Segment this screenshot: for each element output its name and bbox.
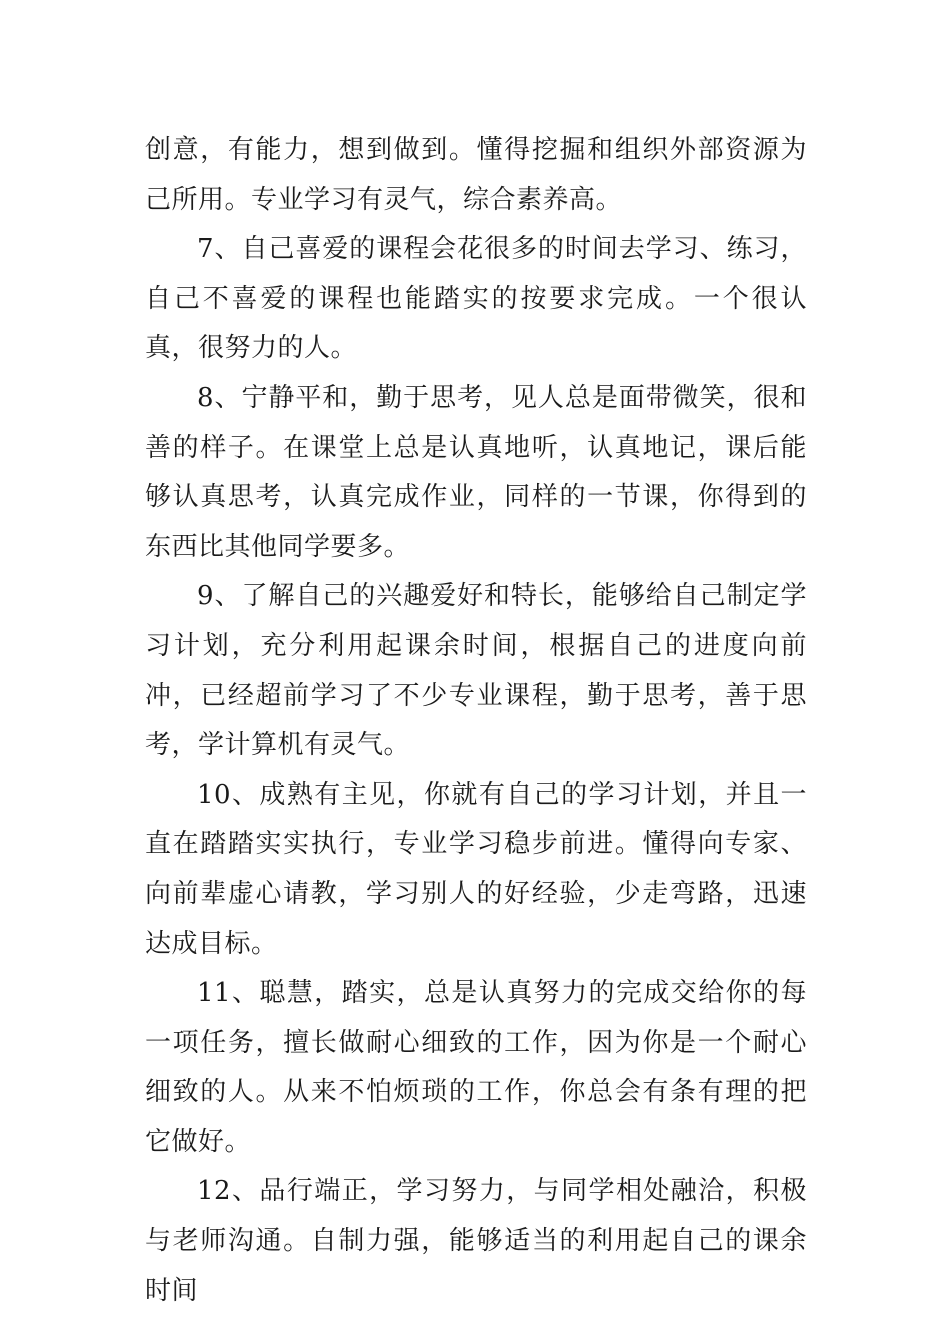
paragraph-item-11: 11、聪慧，踏实，总是认真努力的完成交给你的每一项任务，擅长做耐心细致的工作，因为你是一个耐心细致的人。从来不怕烦琐的工作，你总会有条有理的把它做好。 — [145, 978, 807, 1157]
paragraph-item-9: 9、了解自己的兴趣爱好和特长，能够给自己制定学习计划，充分利用起课余时间，根据自己的进度向前冲，已经超前学习了不少专业课程，勤于思考，善于思考，学计算机有灵气。 — [145, 581, 807, 761]
paragraph-item-10: 10、成熟有主见，你就有自己的学习计划，并且一直在踏踏实实执行，专业学习稳步前进。懂得向专家、向前辈虚心请教，学习别人的好经验，少走弯路，迅速达成目标。 — [145, 779, 807, 959]
document-body — [145, 126, 807, 1316]
paragraph-item-7: 7、自己喜爱的课程会花很多的时间去学习、练习，自己不喜爱的课程也能踏实的按要求完成。一个很认真，很努力的人。 — [145, 234, 807, 364]
paragraph-item-12: 12、品行端正，学习努力，与同学相处融洽，积极与老师沟通。自制力强，能够适当的利用起自己的课余时间 — [145, 1176, 807, 1306]
paragraph-item-8: 8、宁静平和，勤于思考，见人总是面带微笑，很和善的样子。在课堂上总是认真地听，认真地记，课后能够认真思考，认真完成作业，同样的一节课，你得到的东西比其他同学要多。 — [145, 382, 807, 562]
paragraph-continuation: 创意，有能力，想到做到。懂得挖掘和组织外部资源为己所用。专业学习有灵气，综合素养高。 — [145, 135, 807, 215]
